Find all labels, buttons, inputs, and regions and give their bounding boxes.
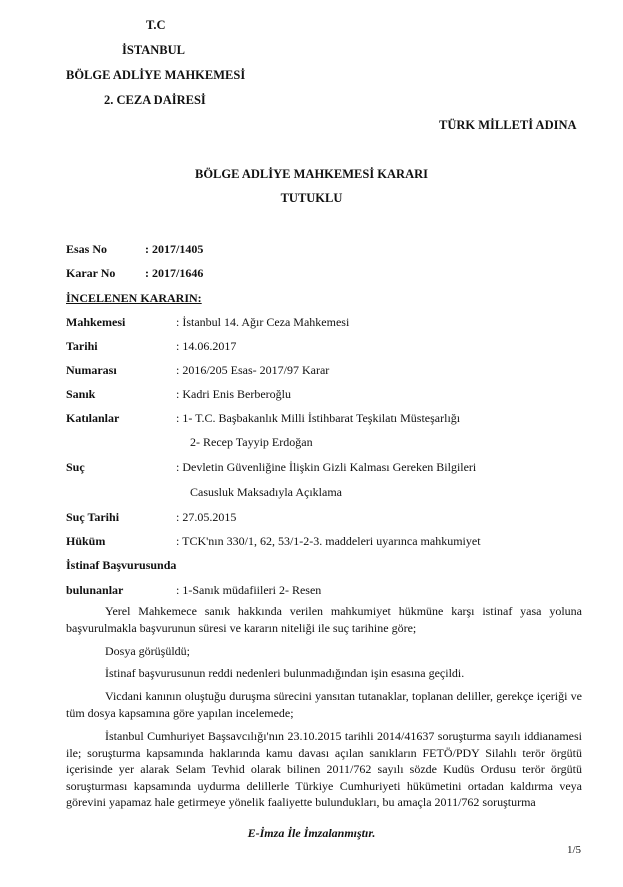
sanik-value: : Kadri Enis Berberoğlu [176, 387, 291, 401]
e-signature-note: E-İmza İle İmzalanmıştır. [247, 826, 376, 840]
page-title: BÖLGE ADLİYE MAHKEMESİ KARARI [194, 167, 429, 181]
tarihi-value: : 14.06.2017 [176, 339, 237, 353]
tarihi-label: Tarihi [66, 339, 98, 353]
suc-value-2: Casusluk Maksadıyla Açıklama [190, 485, 342, 499]
header-court: BÖLGE ADLİYE MAHKEMESİ [66, 68, 246, 82]
esas-no-label: Esas No [66, 242, 108, 256]
katilanlar-value-2: 2- Recep Tayyip Erdoğan [190, 435, 313, 449]
paragraph-2-text: Dosya görüşüldü; [105, 644, 190, 658]
paragraph-2 [66, 643, 582, 660]
custody-status: TUTUKLU [280, 191, 343, 205]
katilanlar-value-1: : 1- T.C. Başbakanlık Milli İstihbarat Teşkilatı Müsteşarlığı [176, 411, 461, 425]
istinaf-value: : 1-Sanık müdafiileri 2- Resen [176, 583, 322, 597]
paragraph-1 [66, 603, 582, 636]
istinaf-label-2: bulunanlar [66, 583, 124, 597]
numarasi-value: : 2016/205 Esas- 2017/97 Karar [176, 363, 330, 377]
suc-value-1: : Devletin Güvenliğine İlişkin Gizli Kalması Gereken Bilgileri [176, 460, 477, 474]
numarasi-label: Numarası [66, 363, 117, 377]
paragraph-1-text: Yerel Mahkemece sanık hakkında verilen mahkumiyet hükmüne karşı istinaf yasa yoluna başvurulmakla başvurunun süresi ve kararın niteliği ile suç tarihine göre; [66, 604, 582, 635]
paragraph-5-text: İstanbul Cumhuriyet Başsavcılığı'nın 23.10.2015 tarihli 2014/41637 soruşturma sayılı iddianamesi ile; soruşturma kapsamında haklarında kamu davası açılan sanıkların FETÖ/PDY Silahlı terör örgütü içerisinde yer alarak Selam Tevhid olarak bilinen 2011/762 sayılı sözde Kudüs Ordusu terör örgütü soruşturması kapsamında uydurma delillerle Türkiye Cumhuriyeti hükümetini ortadan kaldırma veya görevini yapamaz hale getirmeye yönelik faaliyette bulundukları, bu amaçla 2011/762 soruşturma [66, 729, 582, 809]
karar-no-value: : 2017/1646 [145, 266, 204, 280]
paragraph-3-text: İstinaf başvurusunun reddi nedenleri bulunmadığından işin esasına geçildi. [105, 666, 465, 680]
header-nation: TÜRK MİLLETİ ADINA [439, 118, 577, 132]
paragraph-4 [66, 688, 582, 721]
header-city: İSTANBUL [122, 43, 185, 57]
katilanlar-label: Katılanlar [66, 411, 120, 425]
paragraph-4-text: Vicdani kanının oluştuğu duruşma sürecini yansıtan tutanaklar, toplanan deliller, gerekçe içeriği ve tüm dosya kapsamına göre yapılan incelemede; [66, 689, 582, 720]
hukum-label: Hüküm [66, 534, 106, 548]
page-number: 1/5 [567, 844, 582, 856]
header-tc: T.C [146, 18, 166, 32]
paragraph-3 [66, 665, 582, 682]
hukum-value: : TCK'nın 330/1, 62, 53/1-2-3. maddeleri uyarınca mahkumiyet [176, 534, 481, 548]
istinaf-label-1: İstinaf Başvurusunda [66, 558, 177, 572]
esas-no-value: : 2017/1405 [145, 242, 204, 256]
mahkemesi-value: : İstanbul 14. Ağır Ceza Mahkemesi [176, 315, 350, 329]
karar-no-label: Karar No [66, 266, 116, 280]
suc-tarihi-value: : 27.05.2015 [176, 510, 237, 524]
section-heading: İNCELENEN KARARIN: [66, 291, 202, 305]
suc-label: Suç [66, 460, 85, 474]
mahkemesi-label: Mahkemesi [66, 315, 126, 329]
header-chamber: 2. CEZA DAİRESİ [104, 93, 206, 107]
paragraph-5 [66, 728, 582, 811]
sanik-label: Sanık [66, 387, 96, 401]
suc-tarihi-label: Suç Tarihi [66, 510, 120, 524]
